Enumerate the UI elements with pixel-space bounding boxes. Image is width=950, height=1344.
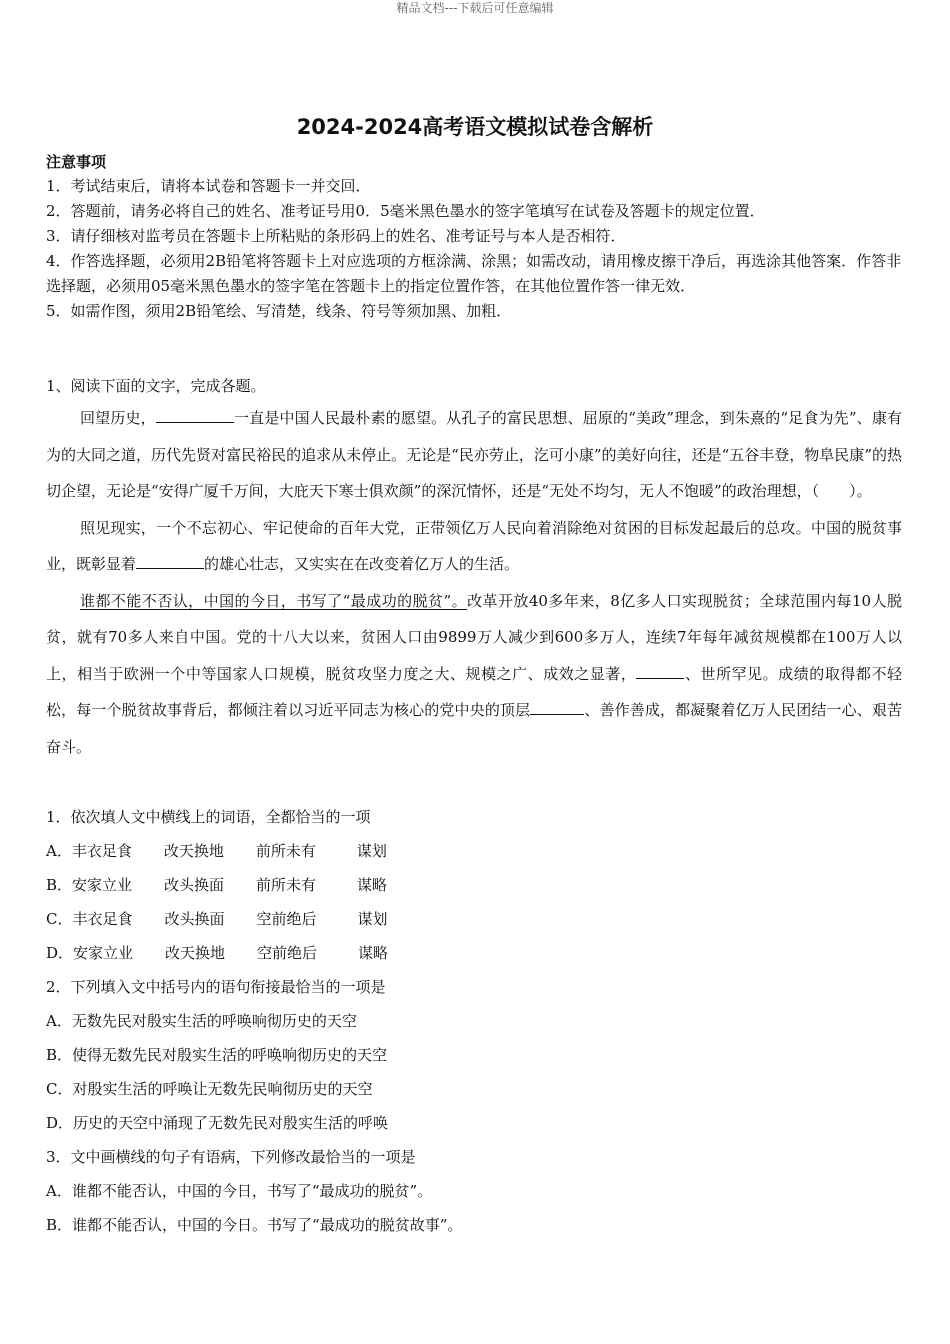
passage-text: 的雄心壮志，又实实在在改变着亿万人的生活。 xyxy=(204,555,520,573)
option-word: 谋划 xyxy=(356,842,387,860)
option-label: C． xyxy=(46,910,73,928)
option-word: 改头换面 xyxy=(164,876,225,894)
passage-paragraph-3 xyxy=(46,583,902,766)
option-word: 谋略 xyxy=(358,944,389,962)
question-stem: 3．文中画横线的句子有语病，下列修改最恰当的一项是 xyxy=(46,1148,416,1166)
option-row xyxy=(46,936,906,970)
notice-item: 1．考试结束后，请将本试卷和答题卡一并交回． xyxy=(46,177,371,195)
passage-text: 改革开放40多年来，8亿多人口实现脱贫；全球范围内每10人脱贫，就有70多人来自中国。党的十八大以来，贫困人口由9899万人减少到600多万人，连续7年每年减贫规模都在100万人以上，相当于欧洲一个中等国家人口规模，脱贫攻坚力度之大、规模之广、成效之显著， xyxy=(46,591,902,683)
passage-text: 照见现实，一个不忘初心、牢记使命的百年大党，正带领亿万人民向着消除绝对贫困的目标发起最后的总攻。中国的脱贫事业，既彰显着 xyxy=(46,518,902,573)
passage-text: 回望历史， xyxy=(80,409,156,427)
option-word: 丰衣足食 xyxy=(71,842,132,860)
reading-passage xyxy=(46,400,902,765)
notice-item: 5．如需作图，须用2B铅笔绘、写清楚，线条、符号等须加黑、加粗． xyxy=(46,302,512,320)
option-word: 前所未有 xyxy=(256,876,317,894)
fill-blank-1 xyxy=(156,406,234,423)
option-word: 空前绝后 xyxy=(257,944,318,962)
document-title: 2024-2024高考语文模拟试卷含解析 xyxy=(296,115,654,139)
underlined-sentence: 谁都不能不否认，中国的今日，书写了“最成功的脱贫”。 xyxy=(80,591,468,610)
option-word: 丰衣足食 xyxy=(72,910,133,928)
option-label: B． xyxy=(46,876,73,894)
option-word: 空前绝后 xyxy=(256,910,317,928)
fill-blank-4 xyxy=(530,698,584,715)
option-row: A．谁都不能否认，中国的今日，书写了“最成功的脱贫”。 xyxy=(46,1182,433,1200)
fill-blank-2 xyxy=(136,552,204,569)
option-row: D．历史的天空中涌现了无数先民对殷实生活的呼唤 xyxy=(46,1114,389,1132)
option-word: 前所未有 xyxy=(255,842,316,860)
notice-section xyxy=(46,150,906,324)
passage-paragraph-1 xyxy=(46,400,902,510)
page-header: 精品文档---下载后可任意编辑 xyxy=(396,1,554,15)
passage-paragraph-2 xyxy=(46,510,902,583)
option-word: 谋划 xyxy=(357,910,388,928)
passage-text: 一直是中国人民最朴素的愿望。从孔子的富民思想、屈原的“美政”理念，到朱熹的“足食为先”、康有为的大同之道，历代先贤对富民裕民的追求从未停止。无论是“民亦劳止，汔可小康”的美好向往，还是“五谷丰登，物阜民康”的热切企望，无论是“安得广厦千万间，大庇天下寒士俱欢颜”的深沉情怀，还是“无处不均匀，无人不饱暖”的政治理想，（ ）。 xyxy=(46,409,902,500)
option-label: A． xyxy=(46,842,72,860)
question-stem: 2．下列填入文中括号内的语句衔接最恰当的一项是 xyxy=(46,978,386,996)
option-word: 改天换地 xyxy=(163,842,224,860)
option-row: B．谁都不能否认，中国的今日。书写了“最成功的脱贫故事”。 xyxy=(46,1216,463,1234)
option-row: B．使得无数先民对殷实生活的呼唤响彻历史的天空 xyxy=(46,1046,388,1064)
option-row: A．无数先民对殷实生活的呼唤响彻历史的天空 xyxy=(46,1012,357,1030)
option-word: 改天换地 xyxy=(165,944,226,962)
option-row: C．对殷实生活的呼唤让无数先民响彻历史的天空 xyxy=(46,1080,373,1098)
notice-item: 2．答题前，请务必将自己的姓名、准考证号用0．5毫米黑色墨水的签字笔填写在试卷及答题卡的规定位置． xyxy=(46,202,765,220)
option-row xyxy=(46,902,906,936)
notice-item: 4．作答选择题，必须用2B铅笔将答题卡上对应选项的方框涂满、涂黑；如需改动，请用橡皮擦干净后，再选涂其他答案．作答非选择题，必须用05毫米黑色墨水的签字笔在答题卡上的指定位置作答，在其他位置作答一律无效． xyxy=(46,252,902,295)
notice-item: 3．请仔细核对监考员在答题卡上所粘贴的条形码上的姓名、准考证号与本人是否相符． xyxy=(46,227,626,245)
passage-text: 、善作善成，都凝聚着亿万人民团结一心、艰苦奋斗。 xyxy=(46,701,902,756)
option-word: 安家立业 xyxy=(73,944,134,962)
question-stem: 1．依次填人文中横线上的词语，全都恰当的一项 xyxy=(46,808,371,826)
option-word: 谋略 xyxy=(357,876,388,894)
fill-blank-3 xyxy=(636,662,684,679)
question-1-intro: 1、阅读下面的文字，完成各题。 xyxy=(46,377,266,395)
question-list xyxy=(46,800,906,1242)
option-row xyxy=(46,834,906,868)
option-word: 改头换面 xyxy=(164,910,225,928)
option-row xyxy=(46,868,906,902)
option-word: 安家立业 xyxy=(72,876,133,894)
passage-text: 、世所罕见。成绩的取得都不轻松，每一个脱贫故事背后，都倾注着以习近平同志为核心的党中央的顶层 xyxy=(46,664,902,719)
option-label: D． xyxy=(46,944,74,962)
notice-heading: 注意事项 xyxy=(46,153,107,171)
